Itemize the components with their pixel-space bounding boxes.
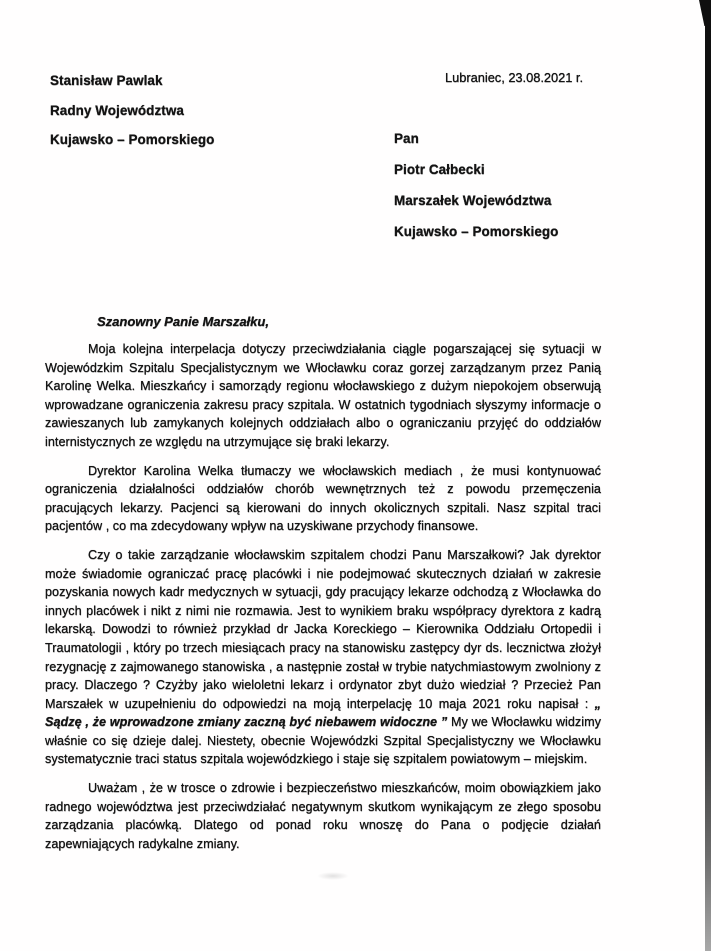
paragraph-1: Moja kolejna interpelacja dotyczy przeciwdziałania ciągle pogarszającej się sytuacji w Wojewódzkim Szpitalu Specjalistycznym we Włocławku coraz gorzej zarządzanym przez Panią Karolinę Welka. Mieszkańcy i samorządy regionu włocławskiego z dużym niepokojem obserwują wprowadzane ograniczenia zakresu pracy szpitala. W ostatnich tygodniach słyszymy informacje o zawieszanych lub zamykanych kolejnych oddziałach albo o ograniczaniu przyjęć do oddziałów internistycznych ze względu na utrzymujące się braki lekarzy.	[45, 342, 601, 449]
salutation: Szanowny Panie Marszałku,	[97, 314, 269, 329]
sender-block	[50, 66, 214, 155]
recipient-honorific: Pan	[394, 131, 419, 146]
paragraph-3	[45, 546, 601, 769]
recipient-title: Marszałek Województwa	[394, 193, 552, 208]
recipient-block	[394, 123, 558, 247]
paragraph-3-quote: „ Sądzę , że wprowadzone zmiany zaczną być niebawem widoczne ”	[45, 696, 601, 730]
paragraph-3-text: Czy o takie zarządzanie włocławskim szpitalem chodzi Panu Marszałkowi? Jak dyrektor może świadomie ograniczać pracę placówki i nie podejmować skutecznych działań w zakresie pozyskania nowych kadr medycznych w sytuacji, gdy pracujący lekarze odchodzą z Włocławka do innych placówek i nikt z nimi nie rozmawia. Jest to wynikiem braku współpracy dyrektora z kadrą lekarską. Dowodzi to również przykład dr Jacka Koreckiego – Kierownika Oddziału Ortopedii i Traumatologii , który po trzech miesiącach pracy na stanowisku zastępcy dyr ds. lecznictwa złożył rezygnację z zajmowanego stanowiska , a następnie został w trybie natychmiastowym zwolniony z pracy. Dlaczego ? Czyżby jako wieloletni lekarz i ordynator zbyt dużo wiedział ? Przecież Pan Marszałek w uzupełnieniu do odpowiedzi na moją interpelację 10 maja 2021 roku napisał :	[45, 547, 601, 711]
recipient-region: Kujawsko – Pomorskiego	[394, 224, 559, 239]
sender-title: Radny Województwa	[50, 102, 184, 118]
scan-edge-artifact	[705, 0, 711, 951]
paragraph-4: Uważam , że w trosce o zdrowie i bezpieczeństwo mieszkańców, moim obowiązkiem jako radnego województwa jest przeciwdziałać negatywnym skutkom wynikającym ze złego sposobu zarządzania placówką. Dlatego od ponad roku wnoszę do Pana o podjęcie działań zapewniających radykalne zmiany.	[45, 781, 601, 851]
sender-region: Kujawsko – Pomorskiego	[50, 132, 215, 147]
paragraph-2: Dyrektor Karolina Welka tłumaczy we włocławskich mediach , że musi kontynuować ograniczenia działalności oddziałów chorób wewnętrznych też z powodu przemęczenia pracujących lekarzy. Pacjenci są kierowani do innych okolicznych szpitali. Nasz szpital traci pacjentów , co ma zdecydowany wpływ na uzyskiwane przychody finansowe.	[45, 463, 601, 534]
dateline: Lubraniec, 23.08.2021 r.	[445, 70, 584, 85]
scan-edge-corner-artifact	[699, 0, 711, 26]
scan-smudge-artifact	[317, 872, 349, 880]
sender-name: Stanisław Pawlak	[50, 73, 163, 88]
recipient-name: Piotr Całbecki	[394, 162, 485, 177]
letter-body	[45, 340, 601, 863]
paragraph-3-continuation: My we Włocławku widzimy właśnie co się dzieje dalej. Niestety, obecnie Wojewódzki Szpital Specjalistyczny we Włocławku systematycznie traci status szpitala wojewódzkiego i staje się szpitalem powiatowym – miejskim.	[45, 715, 601, 767]
